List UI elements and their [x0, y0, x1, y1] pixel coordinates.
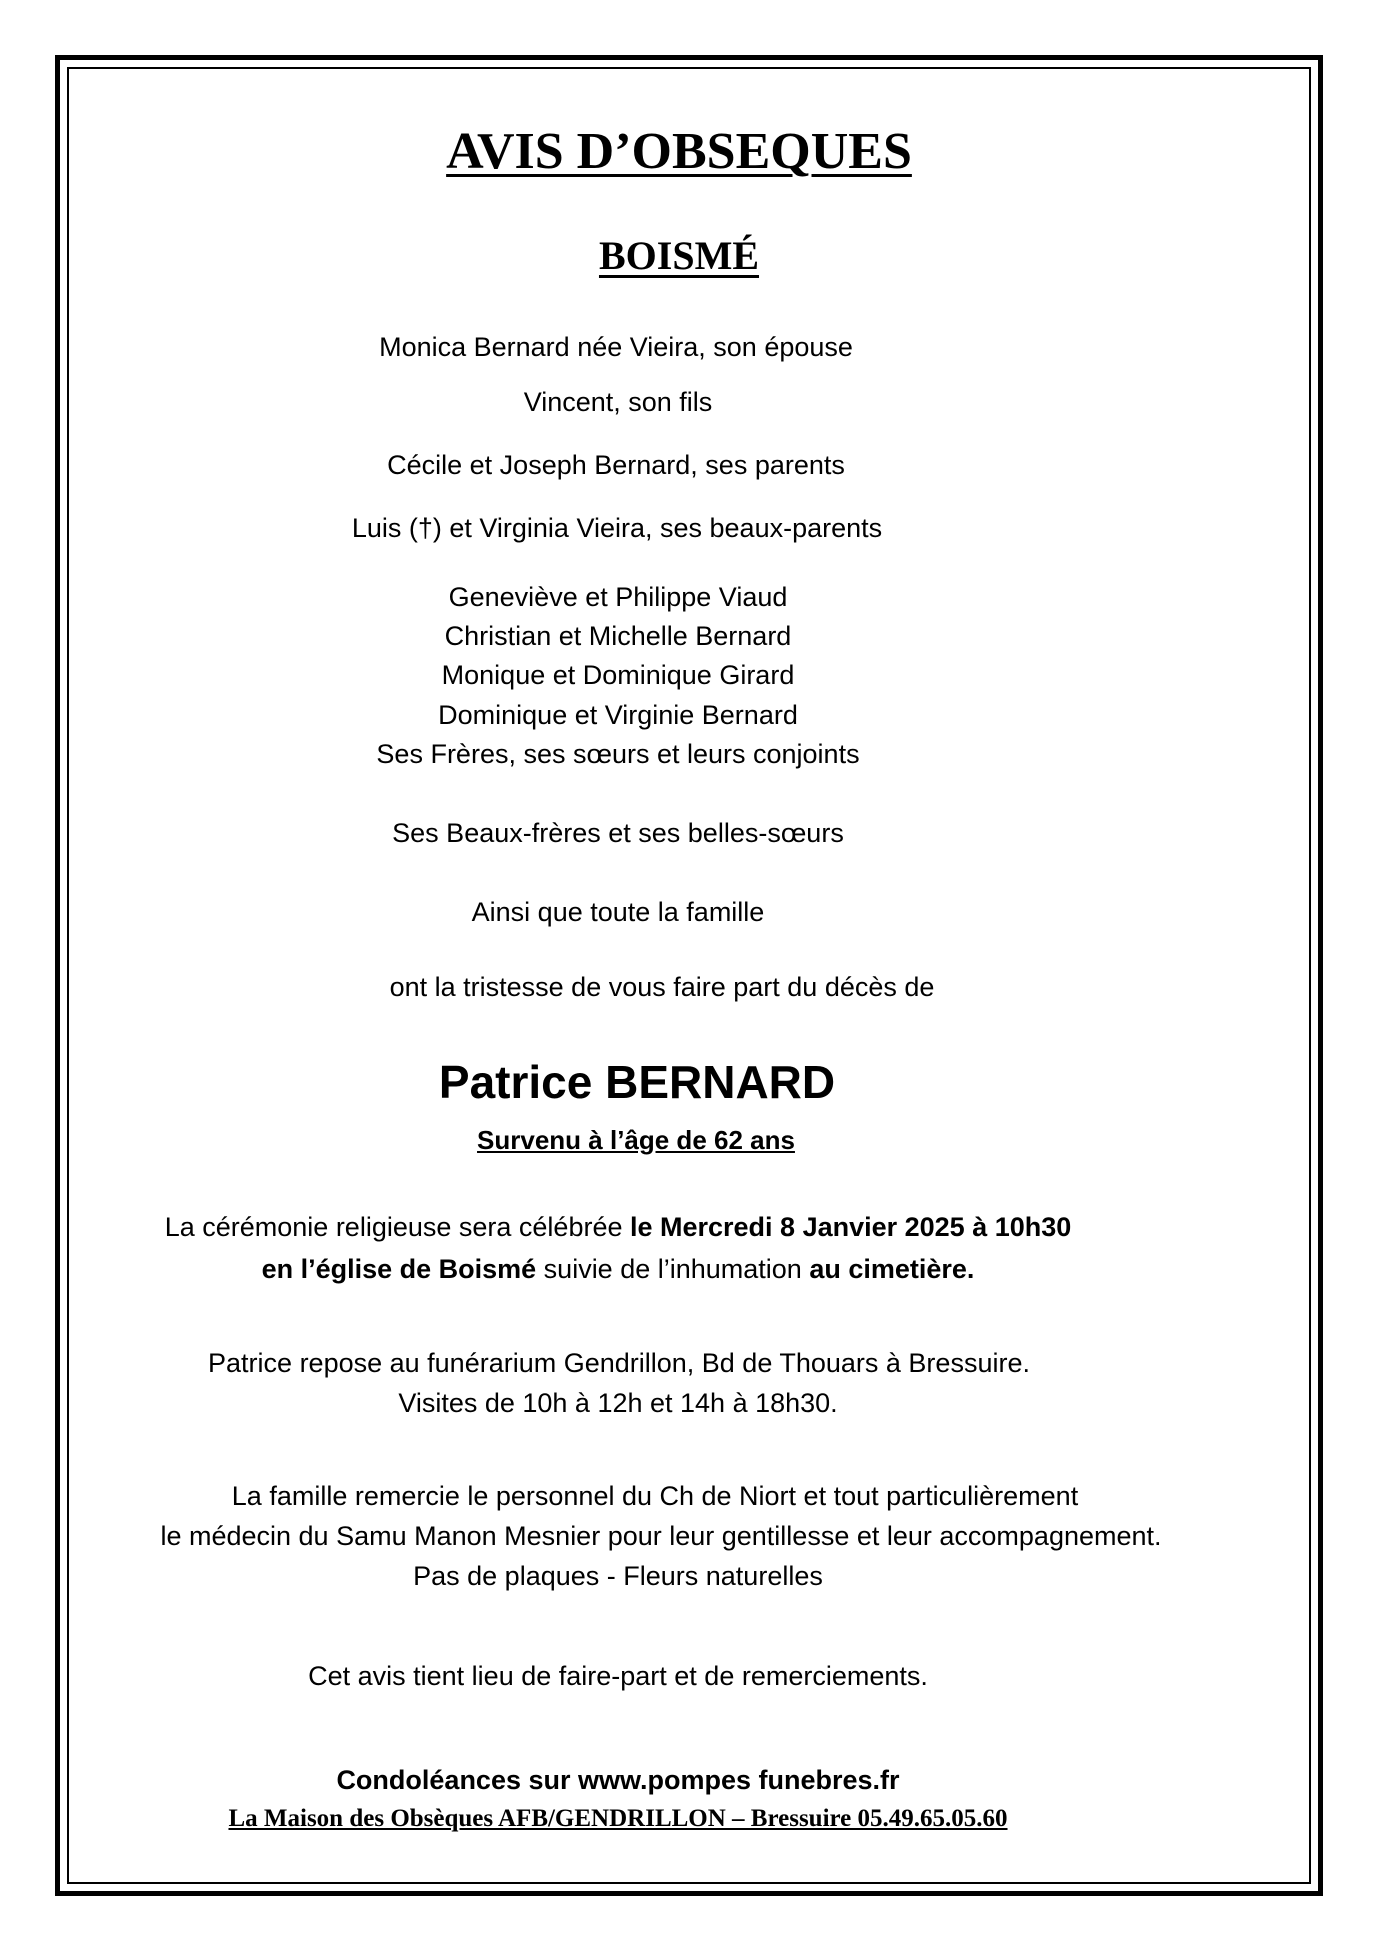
deceased-name: Patrice BERNARD [438, 1056, 836, 1108]
whole-family-line: Ainsi que toute la famille [471, 897, 765, 927]
thanks-line-1: La famille remercie le personnel du Ch de Niort et tout particulièrement [231, 1481, 1079, 1511]
announcement-line: ont la tristesse de vous faire part du décès de [389, 972, 935, 1002]
parents-line: Cécile et Joseph Bernard, ses parents [387, 450, 845, 480]
notice-line: Cet avis tient lieu de faire-part et de remerciements. [308, 1661, 928, 1691]
ceremony-date: le Mercredi 8 Janvier 2025 à 10h30 [629, 1212, 1072, 1242]
sibling-line: Ses Frères, ses sœurs et leurs conjoints [376, 739, 860, 769]
funeral-home-line: La Maison des Obsèques AFB/GENDRILLON – Bressuire 05.49.65.05.60 [228, 1805, 1008, 1832]
thanks-line-2: le médecin du Samu Manon Mesnier pour leur gentillesse et leur accompagnement. [160, 1521, 1162, 1551]
deceased-age: Survenu à l’âge de 62 ans [477, 1125, 795, 1155]
sibling-line: Geneviève et Philippe Viaud [448, 582, 788, 612]
ceremony-intro: La cérémonie religieuse sera célébrée [164, 1212, 630, 1242]
sibling-line: Christian et Michelle Bernard [444, 621, 792, 651]
sibling-line: Dominique et Virginie Bernard [438, 700, 798, 730]
ceremony-burial: au cimetière. [809, 1254, 975, 1284]
condolences-line: Condoléances sur www.pompes funebres.fr [336, 1765, 900, 1795]
visitation-line-2: Visites de 10h à 12h et 14h à 18h30. [398, 1388, 838, 1418]
spouse-line: Monica Bernard née Vieira, son épouse [379, 332, 853, 362]
flowers-line: Pas de plaques - Fleurs naturelles [413, 1561, 823, 1591]
ceremony-inhumation: suivie de l’inhumation [536, 1254, 810, 1284]
page-title: AVIS D’OBSEQUES [446, 123, 912, 180]
ceremony-place: en l’église de Boismé [261, 1254, 537, 1284]
ceremony-line-1 [0, 1212, 1307, 1243]
sibling-line: Monique et Dominique Girard [441, 660, 795, 690]
son-line: Vincent, son fils [523, 387, 713, 417]
town-heading: BOISMÉ [598, 233, 760, 278]
ceremony-line-2 [0, 1254, 1307, 1285]
in-laws-line: Luis (†) et Virginia Vieira, ses beaux-parents [351, 513, 883, 543]
visitation-line-1: Patrice repose au funérarium Gendrillon, Bd de Thouars à Bressuire. [208, 1348, 1030, 1378]
siblings-in-law-line: Ses Beaux-frères et ses belles-sœurs [392, 818, 844, 848]
